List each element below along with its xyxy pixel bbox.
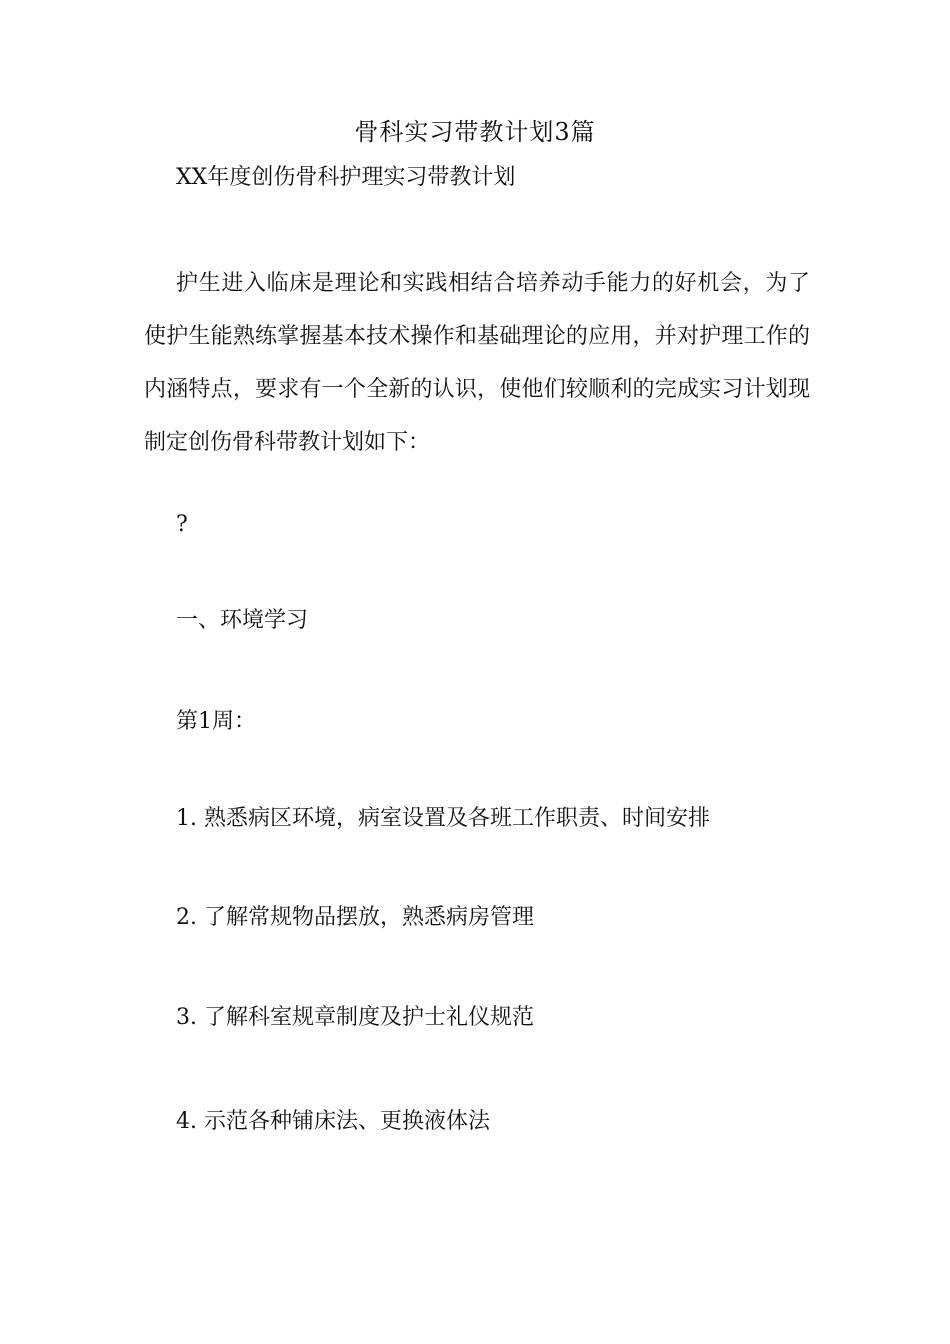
intro-paragraph: 护生进入临床是理论和实践相结合培养动手能力的好机会，为了使护生能熟练掌握基本技术操作和基础理论的应用，并对护理工作的内涵特点，要求有一个全新的认识，使他们较顺利的完成实习计划现制定创伤骨科带教计划如下： <box>144 271 810 455</box>
list-item: 1. 熟悉病区环境，病室设置及各班工作职责、时间安排 <box>176 806 710 831</box>
section-heading: 一、环境学习 <box>176 608 309 633</box>
list-item: 2. 了解常规物品摆放，熟悉病房管理 <box>176 905 534 930</box>
document-title: 骨科实习带教计划3篇 <box>354 118 596 146</box>
placeholder-mark: ? <box>176 512 188 537</box>
list-item: 3. 了解科室规章制度及护士礼仪规范 <box>176 1005 534 1030</box>
week-label: 第1周： <box>176 709 256 734</box>
document-subtitle: XX年度创伤骨科护理实习带教计划 <box>176 165 516 190</box>
list-item: 4. 示范各种铺床法、更换液体法 <box>176 1109 490 1134</box>
